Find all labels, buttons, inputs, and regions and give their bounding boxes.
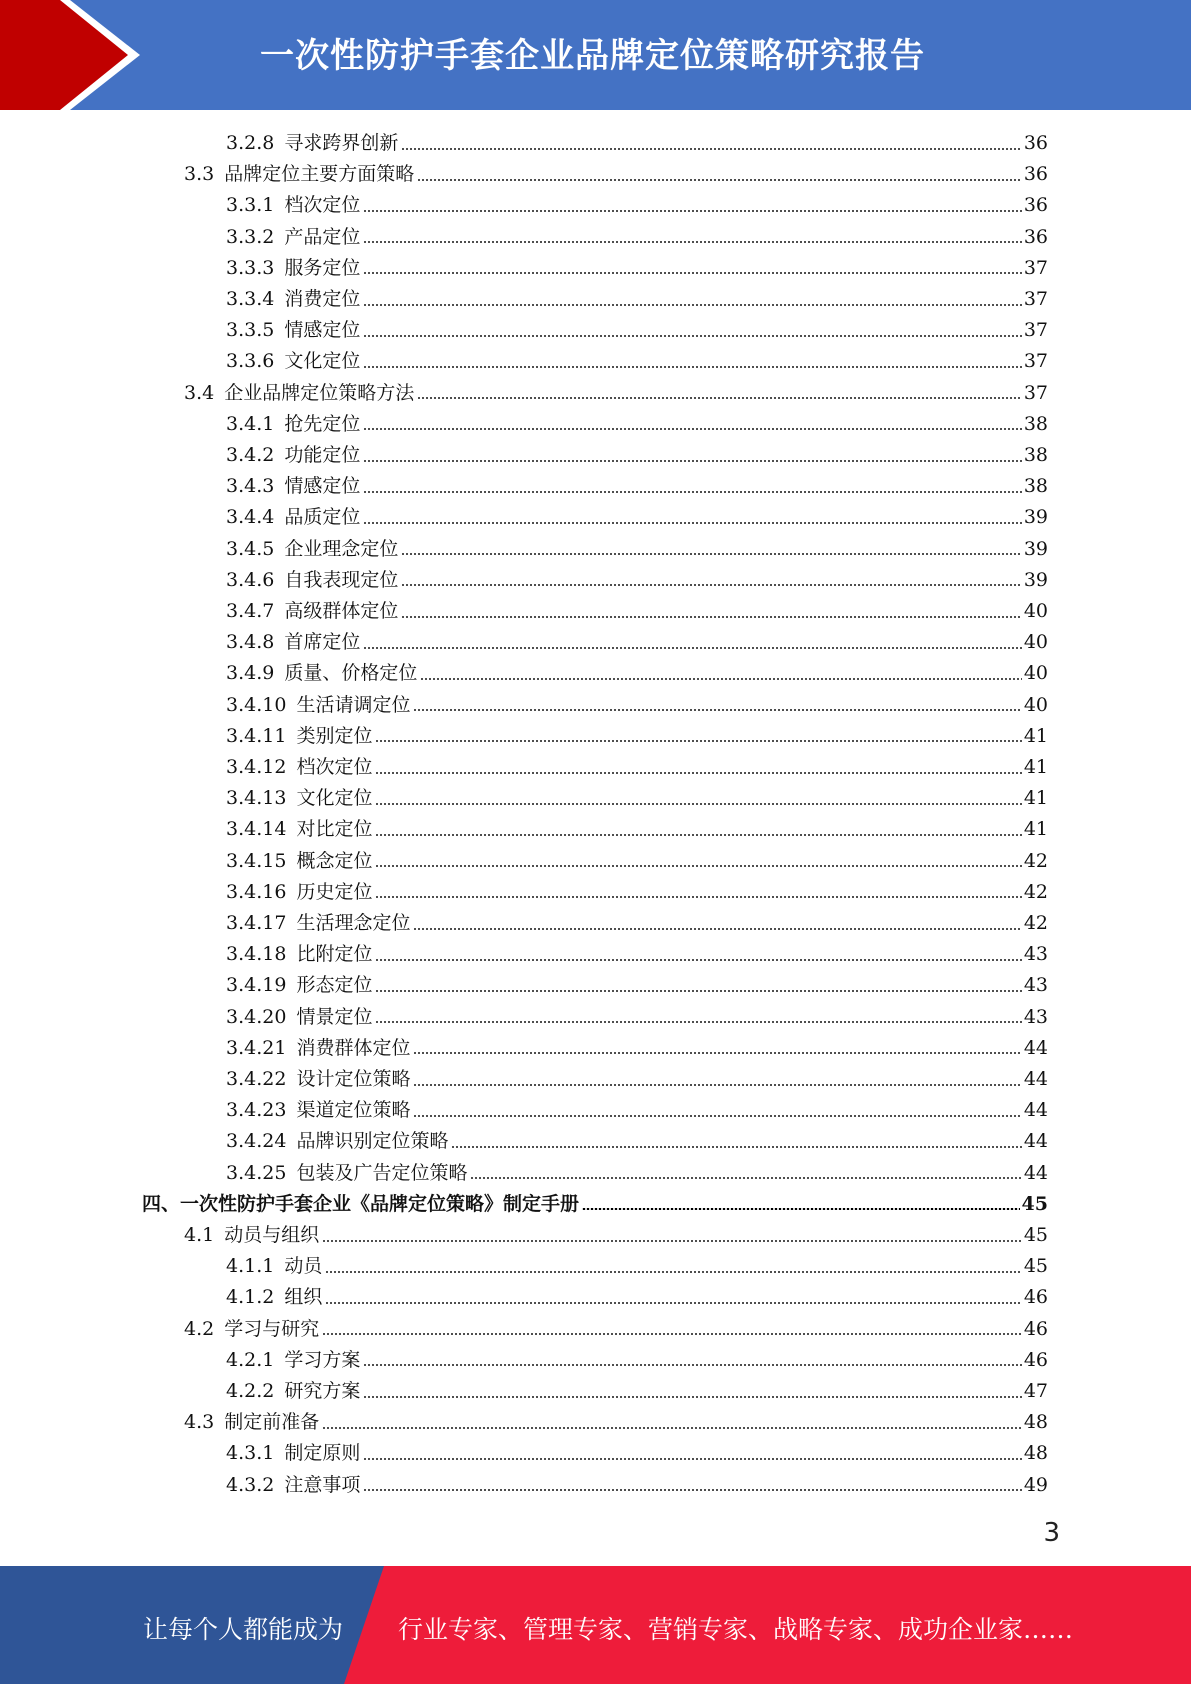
toc-dot-leader — [363, 272, 1021, 274]
toc-entry[interactable] — [226, 1251, 1048, 1282]
toc-entry-number: 3.3.1 — [226, 194, 275, 217]
toc-entry[interactable] — [226, 1282, 1048, 1313]
toc-entry-page: 40 — [1023, 631, 1048, 654]
toc-dot-leader — [375, 772, 1021, 774]
toc-entry-label: 高级群体定位 — [284, 600, 399, 622]
toc-entry-number: 3.4 — [184, 381, 215, 404]
toc-entry-page: 46 — [1023, 1317, 1048, 1340]
toc-dot-leader — [582, 1208, 1020, 1210]
toc-entry[interactable] — [226, 1345, 1048, 1376]
toc-entry[interactable] — [226, 1002, 1048, 1033]
toc-dot-leader — [375, 865, 1021, 867]
toc-entry-number: 3.4.4 — [226, 506, 275, 529]
toc-entry[interactable] — [226, 1438, 1048, 1469]
toc-entry[interactable] — [226, 877, 1048, 908]
toc-entry-page: 41 — [1023, 756, 1048, 778]
toc-entry-page: 38 — [1023, 412, 1048, 435]
toc-entry-number: 3.3 — [184, 163, 215, 186]
toc-entry[interactable] — [226, 253, 1048, 284]
toc-dot-leader — [375, 740, 1021, 742]
toc-entry[interactable] — [226, 409, 1048, 440]
red-chevron-decoration — [0, 0, 160, 110]
toc-entry-label: 包装及广告定位策略 — [296, 1161, 468, 1184]
toc-entry[interactable] — [226, 627, 1048, 658]
toc-entry-page: 43 — [1023, 974, 1048, 997]
toc-dot-leader — [375, 834, 1021, 836]
toc-entry-number: 4.1.1 — [226, 1255, 275, 1278]
toc-entry-label: 对比定位 — [296, 818, 373, 841]
toc-entry[interactable] — [226, 939, 1048, 970]
toc-entry-number: 3.4.12 — [226, 756, 287, 778]
toc-entry-page: 39 — [1023, 568, 1048, 591]
toc-dot-leader — [363, 1364, 1021, 1366]
toc-entry-label: 生活请调定位 — [296, 693, 411, 716]
toc-entry-page: 45 — [1023, 1255, 1048, 1278]
report-title: 一次性防护手套企业品牌定位策略研究报告 — [260, 36, 925, 76]
toc-entry-label: 历史定位 — [296, 880, 373, 903]
toc-entry-label: 消费定位 — [284, 288, 361, 310]
toc-entry-page: 36 — [1023, 225, 1048, 248]
toc-entry-number: 3.4.16 — [226, 880, 287, 903]
toc-dot-leader — [401, 148, 1021, 150]
toc-entry-number: 3.4.10 — [226, 693, 287, 716]
toc-entry-label: 首席定位 — [284, 631, 361, 654]
toc-entry-label: 文化定位 — [284, 350, 361, 373]
toc-entry[interactable] — [226, 690, 1048, 721]
toc-entry[interactable] — [226, 346, 1048, 377]
toc-entry[interactable] — [226, 1470, 1048, 1501]
toc-entry-label: 企业理念定位 — [284, 537, 399, 560]
toc-entry-label: 比附定位 — [296, 943, 373, 966]
toc-entry-label: 档次定位 — [296, 756, 373, 778]
toc-entry-number: 3.4.24 — [226, 1130, 287, 1153]
toc-entry-number: 3.4.7 — [226, 600, 275, 622]
toc-dot-leader — [375, 1021, 1021, 1023]
toc-entry-label: 企业品牌定位策略方法 — [224, 381, 415, 404]
toc-entry-label: 渠道定位策略 — [296, 1099, 411, 1122]
toc-entry[interactable] — [226, 1033, 1048, 1064]
toc-dot-leader — [375, 803, 1021, 805]
toc-entry-page: 44 — [1023, 1130, 1048, 1153]
toc-entry-label: 档次定位 — [284, 194, 361, 217]
toc-entry-page: 47 — [1023, 1380, 1048, 1402]
toc-entry-number: 3.4.11 — [226, 724, 287, 747]
toc-entry-number: 3.3.6 — [226, 350, 275, 373]
toc-entry[interactable] — [226, 1158, 1048, 1189]
toc-entry-number: 3.2.8 — [226, 132, 275, 154]
toc-dot-leader — [363, 491, 1021, 493]
toc-entry[interactable] — [226, 502, 1048, 533]
toc-entry-page: 44 — [1023, 1161, 1048, 1184]
toc-entry-label: 注意事项 — [284, 1473, 361, 1496]
toc-entry-page: 41 — [1023, 724, 1048, 747]
toc-entry[interactable] — [226, 284, 1048, 315]
toc-entry-label: 功能定位 — [284, 444, 361, 466]
toc-entry-number: 3.4.8 — [226, 631, 275, 654]
toc-entry-number: 4.3 — [184, 1411, 215, 1434]
toc-entry-number: 3.4.20 — [226, 1005, 287, 1028]
toc-dot-leader — [363, 460, 1021, 462]
toc-entry[interactable] — [226, 1095, 1048, 1126]
toc-dot-leader — [375, 990, 1021, 992]
toc-dot-leader — [401, 616, 1021, 618]
toc-entry-page: 45 — [1021, 1192, 1048, 1215]
toc-entry-number: 3.4.19 — [226, 974, 287, 997]
toc-entry-page: 38 — [1023, 475, 1048, 498]
toc-entry-label: 品牌识别定位策略 — [296, 1130, 449, 1153]
toc-entry-number: 3.3.5 — [226, 319, 275, 342]
toc-entry-page: 37 — [1023, 288, 1048, 310]
toc-dot-leader — [375, 896, 1021, 898]
toc-entry[interactable] — [226, 970, 1048, 1001]
toc-entry-number: 3.4.5 — [226, 537, 275, 560]
toc-entry-label: 制定原则 — [284, 1442, 361, 1465]
toc-dot-leader — [363, 1458, 1021, 1460]
toc-entry[interactable] — [226, 658, 1048, 689]
toc-entry-page: 42 — [1023, 849, 1048, 872]
toc-entry-label: 概念定位 — [296, 849, 373, 872]
toc-entry-label: 服务定位 — [284, 256, 361, 279]
toc-entry[interactable] — [226, 814, 1048, 845]
toc-entry-label: 品质定位 — [284, 506, 361, 529]
toc-entry-number: 4.3.1 — [226, 1442, 275, 1465]
toc-entry[interactable] — [226, 128, 1048, 159]
toc-dot-leader — [417, 179, 1022, 181]
toc-dot-leader — [322, 1240, 1022, 1242]
toc-entry-label: 情感定位 — [284, 475, 361, 498]
toc-entry-label: 组织 — [284, 1286, 323, 1309]
toc-entry-label: 生活理念定位 — [296, 912, 411, 934]
toc-entry-page: 41 — [1023, 787, 1048, 810]
toc-dot-leader — [417, 397, 1022, 399]
toc-entry-number: 3.4.25 — [226, 1161, 287, 1184]
toc-entry-label: 研究方案 — [284, 1380, 361, 1402]
page-header — [0, 0, 1191, 110]
toc-entry-page: 44 — [1023, 1099, 1048, 1122]
toc-entry-page: 46 — [1023, 1286, 1048, 1309]
toc-entry-page: 48 — [1023, 1442, 1048, 1465]
toc-dot-leader — [451, 1146, 1021, 1148]
toc-entry-page: 37 — [1023, 256, 1048, 279]
footer-slogan-left: 让每个人都能成为 — [143, 1615, 344, 1644]
toc-dot-leader — [470, 1177, 1021, 1179]
toc-dot-leader — [322, 1333, 1022, 1335]
toc-entry-page: 48 — [1023, 1411, 1048, 1434]
toc-entry[interactable] — [226, 471, 1048, 502]
toc-entry-label: 产品定位 — [284, 225, 361, 248]
toc-entry-number: 3.4.9 — [226, 662, 275, 685]
toc-entry-number: 3.4.23 — [226, 1099, 287, 1122]
toc-entry-label: 一次性防护手套企业《品牌定位策略》制定手册 — [180, 1192, 580, 1215]
toc-dot-leader — [413, 709, 1021, 711]
toc-dot-leader — [363, 210, 1021, 212]
toc-entry-label: 消费群体定位 — [296, 1036, 411, 1059]
toc-dot-leader — [401, 584, 1021, 586]
toc-entry[interactable] — [226, 908, 1048, 939]
toc-entry-number: 4.2 — [184, 1317, 215, 1340]
toc-entry-number: 四、 — [142, 1192, 181, 1215]
toc-entry-page: 42 — [1023, 880, 1048, 903]
toc-dot-leader — [363, 1489, 1021, 1491]
toc-entry[interactable] — [226, 1064, 1048, 1095]
toc-entry-page: 38 — [1023, 444, 1048, 466]
toc-entry-number: 3.4.17 — [226, 912, 287, 934]
toc-entry-label: 制定前准备 — [224, 1411, 320, 1434]
toc-dot-leader — [363, 304, 1021, 306]
toc-entry-label: 动员与组织 — [224, 1224, 320, 1246]
toc-entry-page: 37 — [1023, 319, 1048, 342]
toc-dot-leader — [322, 1427, 1022, 1429]
toc-dot-leader — [413, 928, 1021, 930]
toc-dot-leader — [413, 1052, 1021, 1054]
toc-entry[interactable] — [226, 440, 1048, 471]
toc-entry[interactable] — [226, 222, 1048, 253]
toc-entry-page: 46 — [1023, 1348, 1048, 1371]
toc-dot-leader — [363, 335, 1021, 337]
toc-entry[interactable] — [226, 752, 1048, 783]
toc-entry-page: 43 — [1023, 943, 1048, 966]
toc-dot-leader — [363, 647, 1021, 649]
toc-entry-page: 44 — [1023, 1036, 1048, 1059]
toc-entry-page: 39 — [1023, 537, 1048, 560]
toc-entry-label: 品牌定位主要方面策略 — [224, 163, 415, 186]
toc-entry-number: 3.4.3 — [226, 475, 275, 498]
toc-entry-page: 39 — [1023, 506, 1048, 529]
toc-entry-page: 40 — [1023, 662, 1048, 685]
toc-entry-label: 形态定位 — [296, 974, 373, 997]
toc-entry-label: 质量、价格定位 — [284, 662, 418, 685]
toc-entry-label: 情景定位 — [296, 1005, 373, 1028]
toc-entry[interactable] — [226, 190, 1048, 221]
toc-entry-number: 3.4.14 — [226, 818, 287, 841]
toc-entry-number: 3.3.3 — [226, 256, 275, 279]
toc-entry-page: 49 — [1023, 1473, 1048, 1496]
toc-entry-number: 3.4.15 — [226, 849, 287, 872]
toc-entry[interactable] — [226, 1376, 1048, 1407]
toc-dot-leader — [363, 241, 1021, 243]
toc-entry-number: 3.4.2 — [226, 444, 275, 466]
toc-entry-page: 40 — [1023, 693, 1048, 716]
toc-entry-number: 4.2.1 — [226, 1348, 275, 1371]
toc-entry[interactable] — [142, 1189, 1048, 1220]
toc-entry-label: 学习与研究 — [224, 1317, 320, 1340]
toc-entry[interactable] — [226, 534, 1048, 565]
toc-entry[interactable] — [184, 159, 1048, 190]
toc-entry[interactable] — [226, 565, 1048, 596]
toc-entry-label: 抢先定位 — [284, 412, 361, 435]
toc-entry[interactable] — [226, 315, 1048, 346]
toc-entry-page: 37 — [1023, 350, 1048, 373]
toc-entry[interactable] — [184, 1407, 1048, 1438]
toc-entry-page: 44 — [1023, 1068, 1048, 1090]
toc-entry-number: 3.3.4 — [226, 288, 275, 310]
toc-entry-label: 文化定位 — [296, 787, 373, 810]
toc-entry-label: 自我表现定位 — [284, 568, 399, 591]
toc-dot-leader — [413, 1115, 1021, 1117]
toc-entry[interactable] — [226, 1126, 1048, 1157]
toc-entry[interactable] — [226, 783, 1048, 814]
toc-entry-number: 3.3.2 — [226, 225, 275, 248]
toc-entry[interactable] — [226, 721, 1048, 752]
toc-entry-number: 4.1.2 — [226, 1286, 275, 1309]
toc-dot-leader — [325, 1271, 1021, 1273]
toc-entry[interactable] — [226, 846, 1048, 877]
toc-entry[interactable] — [226, 596, 1048, 627]
toc-entry-page: 43 — [1023, 1005, 1048, 1028]
toc-entry-page: 36 — [1023, 194, 1048, 217]
toc-entry-page: 42 — [1023, 912, 1048, 934]
toc-dot-leader — [363, 1396, 1021, 1398]
toc-entry-label: 情感定位 — [284, 319, 361, 342]
toc-entry-page: 45 — [1023, 1224, 1048, 1246]
toc-dot-leader — [363, 366, 1021, 368]
toc-dot-leader — [325, 1302, 1021, 1304]
toc-entry[interactable] — [184, 1314, 1048, 1345]
toc-dot-leader — [363, 428, 1021, 430]
toc-entry-number: 3.4.13 — [226, 787, 287, 810]
toc-entry-label: 类别定位 — [296, 724, 373, 747]
toc-dot-leader — [363, 522, 1021, 524]
toc-entry-number: 3.4.18 — [226, 943, 287, 966]
toc-entry-number: 4.2.2 — [226, 1380, 275, 1402]
toc-entry-page: 41 — [1023, 818, 1048, 841]
toc-entry-page: 40 — [1023, 600, 1048, 622]
toc-entry-number: 3.4.6 — [226, 568, 275, 591]
toc-dot-leader — [401, 553, 1021, 555]
toc-entry-number: 3.4.22 — [226, 1068, 287, 1090]
toc-dot-leader — [420, 678, 1021, 680]
toc-entry[interactable] — [184, 378, 1048, 409]
page-footer — [0, 1566, 1191, 1684]
toc-entry-label: 学习方案 — [284, 1348, 361, 1371]
toc-entry-page: 36 — [1023, 132, 1048, 154]
footer-slogan-right: 行业专家、管理专家、营销专家、战略专家、成功企业家…… — [398, 1615, 1074, 1644]
toc-entry-page: 37 — [1023, 381, 1048, 404]
page-number: 3 — [1043, 1518, 1060, 1548]
toc-entry-label: 寻求跨界创新 — [284, 132, 399, 154]
toc-entry-number: 4.3.2 — [226, 1473, 275, 1496]
toc-entry-number: 4.1 — [184, 1224, 215, 1246]
toc-entry[interactable] — [184, 1220, 1048, 1251]
toc-entry-number: 3.4.1 — [226, 412, 275, 435]
toc-entry-number: 3.4.21 — [226, 1036, 287, 1059]
toc-dot-leader — [375, 959, 1021, 961]
toc-entry-page: 36 — [1023, 163, 1048, 186]
toc-entry-label: 动员 — [284, 1255, 323, 1278]
toc-dot-leader — [413, 1084, 1021, 1086]
toc-entry-label: 设计定位策略 — [296, 1068, 411, 1090]
